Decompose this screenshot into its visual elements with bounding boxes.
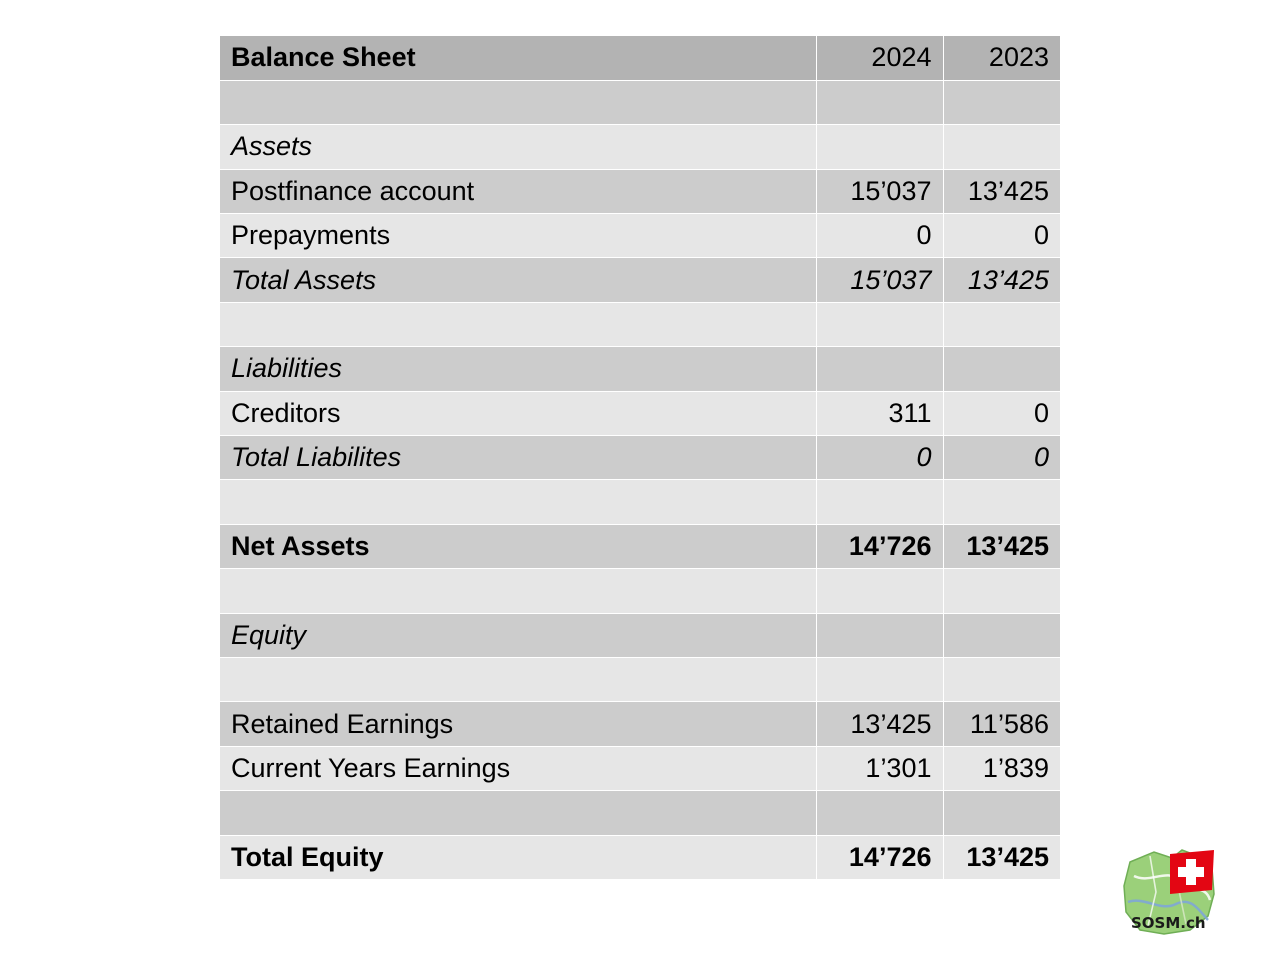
value-2024: 14’726: [816, 524, 943, 568]
row-label: [220, 302, 816, 346]
value-2024: 0: [816, 214, 943, 258]
value-2023: 1’839: [943, 746, 1060, 790]
value-2024: [816, 569, 943, 613]
row-label: Equity: [220, 613, 816, 657]
value-2023: 11’586: [943, 702, 1060, 746]
section-heading-assets: [220, 125, 1060, 169]
header-row: [220, 36, 1060, 80]
sosm-logo: [1120, 846, 1218, 938]
value-2023: 13’425: [943, 258, 1060, 302]
section-heading-liabilities: [220, 347, 1060, 391]
row-label: [220, 480, 816, 524]
balance-sheet-table: [220, 36, 1060, 880]
spacer-row: [220, 791, 1060, 835]
value-2023: 0: [943, 436, 1060, 480]
row-label: Assets: [220, 125, 816, 169]
value-2023: [943, 569, 1060, 613]
value-2023: [943, 791, 1060, 835]
value-2023: [943, 613, 1060, 657]
section-heading-equity: [220, 613, 1060, 657]
value-2023: [943, 657, 1060, 701]
value-2024: [816, 125, 943, 169]
value-2024: 13’425: [816, 702, 943, 746]
total-row-net-assets: [220, 524, 1060, 568]
table-row: [220, 391, 1060, 435]
row-label: Prepayments: [220, 214, 816, 258]
row-label: Total Assets: [220, 258, 816, 302]
value-2023: 0: [943, 214, 1060, 258]
value-2024: [816, 613, 943, 657]
table-row: [220, 702, 1060, 746]
row-label: Liabilities: [220, 347, 816, 391]
value-2023: [943, 125, 1060, 169]
table-row: [220, 169, 1060, 213]
subtotal-row-total-liabilities: [220, 436, 1060, 480]
spacer-row: [220, 480, 1060, 524]
row-label: [220, 80, 816, 124]
row-label: Creditors: [220, 391, 816, 435]
row-label: Retained Earnings: [220, 702, 816, 746]
subtotal-row-total-assets: [220, 258, 1060, 302]
row-label: Current Years Earnings: [220, 746, 816, 790]
value-2024: [816, 480, 943, 524]
spacer-row: [220, 80, 1060, 124]
value-2023: 13’425: [943, 169, 1060, 213]
value-2023: [943, 302, 1060, 346]
row-label: [220, 569, 816, 613]
spacer-row: [220, 569, 1060, 613]
value-2023: [943, 480, 1060, 524]
value-2024: 1’301: [816, 746, 943, 790]
row-label: Total Liabilites: [220, 436, 816, 480]
value-2024: 311: [816, 391, 943, 435]
table-row: [220, 214, 1060, 258]
spacer-row: [220, 657, 1060, 701]
table-row: [220, 746, 1060, 790]
value-2023: [943, 347, 1060, 391]
table-title: Balance Sheet: [220, 36, 816, 80]
value-2023: 13’425: [943, 835, 1060, 879]
value-2023: 13’425: [943, 524, 1060, 568]
row-label: Postfinance account: [220, 169, 816, 213]
value-2024: 15’037: [816, 258, 943, 302]
swiss-flag-icon: [1170, 850, 1214, 894]
row-label: Total Equity: [220, 835, 816, 879]
value-2024: [816, 657, 943, 701]
value-2023: [943, 80, 1060, 124]
spacer-row: [220, 302, 1060, 346]
year-header-2023: 2023: [943, 36, 1060, 80]
value-2024: [816, 302, 943, 346]
row-label: [220, 791, 816, 835]
logo-text: SOSM.ch: [1131, 914, 1206, 932]
row-label: [220, 657, 816, 701]
value-2024: 15’037: [816, 169, 943, 213]
total-row-total-equity: [220, 835, 1060, 879]
value-2024: 14’726: [816, 835, 943, 879]
value-2024: [816, 791, 943, 835]
value-2024: [816, 347, 943, 391]
value-2024: 0: [816, 436, 943, 480]
year-header-2024: 2024: [816, 36, 943, 80]
row-label: Net Assets: [220, 524, 816, 568]
value-2024: [816, 80, 943, 124]
value-2023: 0: [943, 391, 1060, 435]
